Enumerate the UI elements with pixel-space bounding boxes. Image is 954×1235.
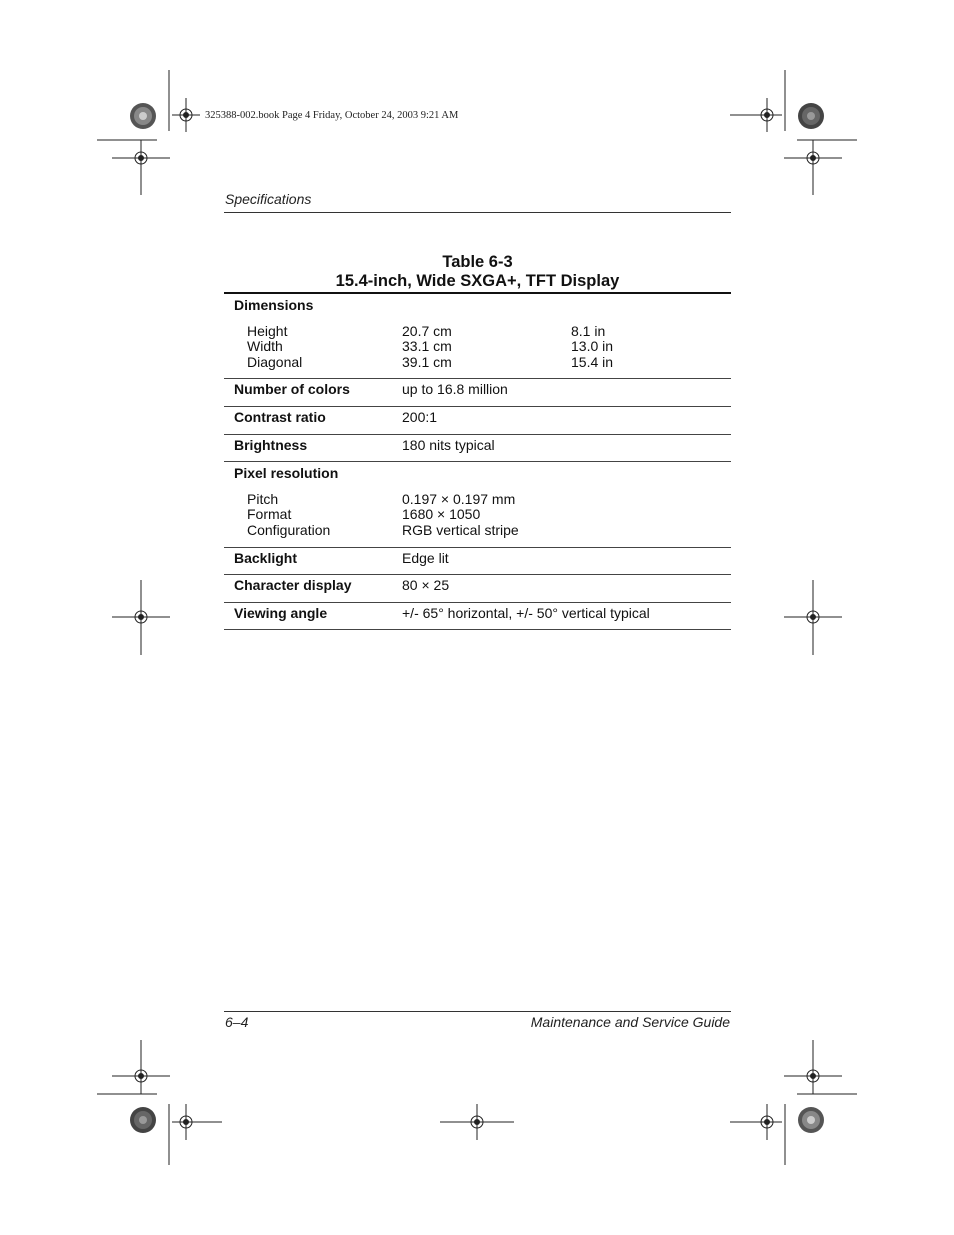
brightness-value: 180 nits typical — [402, 434, 731, 462]
width-imperial: 13.0 in — [571, 338, 614, 355]
configuration-value: RGB vertical stripe — [402, 523, 731, 547]
table-row — [224, 355, 731, 379]
diagonal-metric: 39.1 cm — [402, 355, 571, 379]
backlight-value: Edge lit — [402, 547, 731, 575]
table-title: 15.4-inch, Wide SXGA+, TFT Display — [335, 272, 620, 290]
height-label: Height — [247, 322, 288, 339]
character-display-label: Character display — [224, 575, 402, 603]
table-row — [224, 434, 731, 462]
height-imperial: 8.1 in — [571, 322, 606, 339]
table-row — [224, 507, 731, 523]
format-label: Format — [247, 506, 292, 523]
table-row — [224, 575, 731, 603]
header-rule — [224, 212, 731, 213]
table-row — [224, 324, 731, 340]
width-metric: 33.1 cm — [402, 338, 452, 355]
format-value: 1680 × 1050 — [402, 506, 481, 523]
pitch-value: 0.197 × 0.197 mm — [402, 490, 516, 507]
table-row — [224, 339, 731, 355]
running-head: Specifications — [225, 191, 312, 207]
viewing-angle-label: Viewing angle — [224, 602, 402, 630]
colors-value: up to 16.8 million — [402, 379, 731, 407]
pixel-resolution-label: Pixel resolution — [234, 465, 339, 482]
table-row — [224, 379, 731, 407]
table-row — [224, 547, 731, 575]
table-row — [224, 294, 731, 324]
contrast-value: 200:1 — [402, 406, 731, 434]
brightness-label: Brightness — [224, 434, 402, 462]
spec-table — [224, 294, 731, 630]
table-row — [224, 492, 731, 508]
pitch-label: Pitch — [247, 490, 279, 507]
character-display-value: 80 × 25 — [402, 575, 731, 603]
height-metric: 20.7 cm — [402, 322, 452, 339]
dimensions-label: Dimensions — [234, 297, 314, 313]
contrast-label: Contrast ratio — [224, 406, 402, 434]
page-number: 6–4 — [225, 1014, 249, 1030]
table-row — [224, 523, 731, 547]
backlight-label: Backlight — [224, 547, 402, 575]
diagonal-imperial: 15.4 in — [571, 355, 731, 379]
guide-title: Maintenance and Service Guide — [530, 1014, 730, 1030]
table-row — [224, 462, 731, 492]
width-label: Width — [247, 338, 283, 355]
table-row — [224, 406, 731, 434]
footer-rule — [224, 1011, 731, 1012]
diagonal-label: Diagonal — [224, 355, 402, 379]
print-slug: 325388-002.book Page 4 Friday, October 24, 2003 9:21 AM — [205, 110, 459, 121]
viewing-angle-value: +/- 65° horizontal, +/- 50° vertical typical — [402, 602, 731, 630]
table-number: Table 6-3 — [442, 253, 513, 271]
configuration-label: Configuration — [224, 523, 402, 547]
table-row — [224, 602, 731, 630]
colors-label: Number of colors — [224, 379, 402, 407]
